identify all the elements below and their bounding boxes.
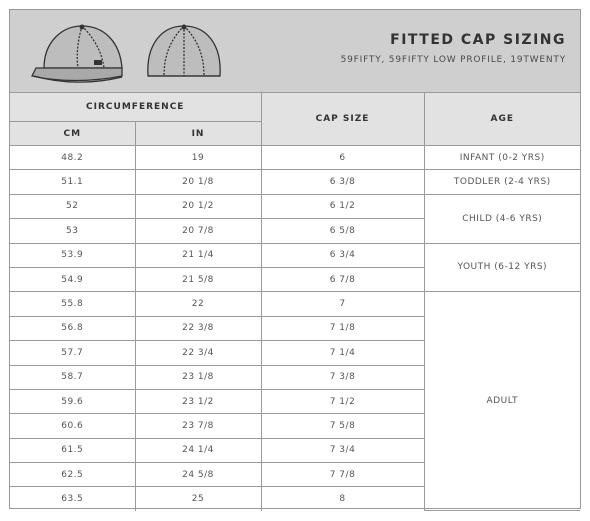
cm-cell: 59.6 (10, 389, 135, 413)
cap-size-cell: 7 7/8 (261, 463, 424, 487)
cm-cell: 53 (10, 219, 135, 243)
size-table-body (10, 146, 580, 511)
in-cell: 21 5/8 (135, 267, 261, 291)
page-title: FITTED CAP SIZING (390, 32, 566, 48)
table-row (10, 194, 580, 218)
in-cell: 23 7/8 (135, 414, 261, 438)
in-cell: 20 7/8 (135, 219, 261, 243)
table-row (10, 292, 580, 316)
in-cell: 19 (135, 146, 261, 170)
page-subtitle: 59FIFTY, 59FIFTY LOW PROFILE, 19TWENTY (340, 55, 566, 65)
cm-cell: 51.1 (10, 170, 135, 194)
in-cell: 20 1/8 (135, 170, 261, 194)
cm-cell: 56.8 (10, 316, 135, 340)
cap-size-cell: 6 5/8 (261, 219, 424, 243)
cap-size-header: CAP SIZE (261, 93, 424, 146)
cm-cell: 61.5 (10, 438, 135, 462)
cm-cell: 58.7 (10, 365, 135, 389)
cm-cell: 57.7 (10, 341, 135, 365)
age-cell: INFANT (0-2 YRS) (424, 146, 580, 170)
in-cell: 22 3/8 (135, 316, 261, 340)
in-cell: 21 1/4 (135, 243, 261, 267)
in-cell: 24 1/4 (135, 438, 261, 462)
in-cell: 24 5/8 (135, 463, 261, 487)
cm-cell: 63.5 (10, 487, 135, 511)
sizing-chart (9, 9, 581, 509)
chart-header (10, 10, 580, 93)
cap-size-cell: 6 7/8 (261, 267, 424, 291)
cap-size-cell: 7 3/8 (261, 365, 424, 389)
cm-header: CM (10, 122, 135, 146)
in-cell: 23 1/8 (135, 365, 261, 389)
table-row (10, 170, 580, 194)
cm-cell: 53.9 (10, 243, 135, 267)
cm-cell: 60.6 (10, 414, 135, 438)
cap-size-cell: 6 3/8 (261, 170, 424, 194)
cap-size-cell: 7 5/8 (261, 414, 424, 438)
cap-back-view-icon (148, 25, 220, 76)
age-cell: TODDLER (2-4 YRS) (424, 170, 580, 194)
in-cell: 23 1/2 (135, 389, 261, 413)
age-cell: ADULT (424, 292, 580, 511)
in-cell: 22 3/4 (135, 341, 261, 365)
cm-cell: 48.2 (10, 146, 135, 170)
cap-size-cell: 7 1/2 (261, 389, 424, 413)
cap-size-cell: 7 3/4 (261, 438, 424, 462)
circumference-header: CIRCUMFERENCE (10, 93, 261, 122)
cap-size-cell: 7 1/4 (261, 341, 424, 365)
age-header: AGE (424, 93, 580, 146)
table-row (10, 243, 580, 267)
in-cell: 25 (135, 487, 261, 511)
age-cell: CHILD (4-6 YRS) (424, 194, 580, 243)
cm-cell: 55.8 (10, 292, 135, 316)
cm-cell: 52 (10, 194, 135, 218)
cap-size-cell: 7 1/8 (261, 316, 424, 340)
cap-size-cell: 6 1/2 (261, 194, 424, 218)
cap-side-view-icon (32, 25, 122, 82)
cap-size-cell: 8 (261, 487, 424, 511)
cap-size-cell: 7 (261, 292, 424, 316)
cap-size-cell: 6 3/4 (261, 243, 424, 267)
in-header: IN (135, 122, 261, 146)
cap-size-cell: 6 (261, 146, 424, 170)
age-cell: YOUTH (6-12 YRS) (424, 243, 580, 292)
size-table (10, 93, 580, 511)
fitted-cap-illustration (22, 20, 232, 86)
in-cell: 20 1/2 (135, 194, 261, 218)
in-cell: 22 (135, 292, 261, 316)
cm-cell: 62.5 (10, 463, 135, 487)
table-row (10, 146, 580, 170)
cm-cell: 54.9 (10, 267, 135, 291)
